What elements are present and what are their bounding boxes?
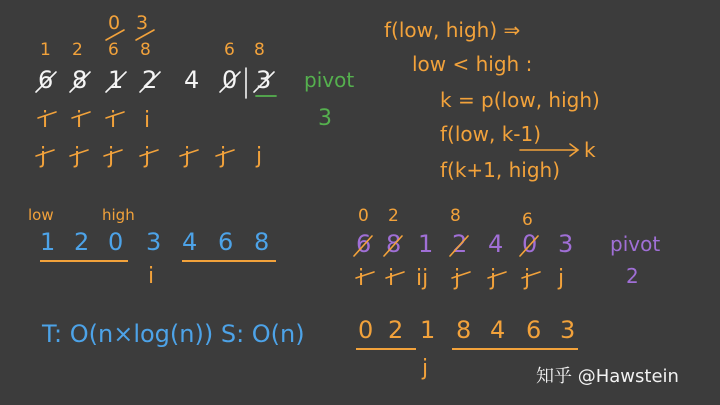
pseudocode-line: f(low, k-1) — [440, 122, 542, 146]
swap-label: 2 — [388, 206, 399, 226]
index-marker: j — [524, 266, 531, 291]
pseudocode-line: f(low, high) ⇒ — [384, 18, 521, 42]
swap-label: 2 — [72, 40, 83, 60]
array-cell: 6 — [38, 66, 54, 94]
i-marker: i — [144, 108, 151, 133]
index-marker: j — [454, 266, 461, 291]
array-cell: 0 — [522, 230, 538, 258]
result-cell: 0 — [358, 316, 374, 344]
left-part-cell: 1 — [40, 228, 56, 256]
j-marker: j — [422, 356, 429, 381]
pivot-label: pivot — [610, 232, 661, 256]
result-cell: 6 — [526, 316, 542, 344]
array-cell: 0 — [222, 66, 238, 94]
swap-label: 6 — [108, 40, 119, 60]
result-cell: 4 — [490, 316, 506, 344]
array-cell: 2 — [142, 66, 158, 94]
pseudocode-line: f(k+1, high) — [440, 158, 561, 182]
result-cell: 2 — [388, 316, 404, 344]
array-cell: 8 — [386, 230, 402, 258]
pivot-label: pivot — [304, 68, 355, 92]
index-marker: ij — [416, 266, 429, 291]
arrow-label: k — [584, 138, 596, 162]
right-part-cell: 4 — [182, 228, 198, 256]
j-marker: j — [256, 144, 263, 169]
swap-label: 6 — [522, 210, 533, 230]
j-marker: j — [144, 144, 151, 169]
i-marker: i — [110, 108, 117, 133]
swap-label: 8 — [140, 40, 151, 60]
j-marker: j — [108, 144, 115, 169]
array-cell: 6 — [356, 230, 372, 258]
result-cell: 1 — [420, 316, 436, 344]
swap-label: 8 — [254, 40, 265, 60]
swap-label: 0 — [358, 206, 369, 226]
high-label: high — [102, 206, 135, 224]
j-marker: j — [184, 144, 191, 169]
swap-label: 1 — [40, 40, 51, 60]
array-cell: 4 — [488, 230, 504, 258]
left-partition-underline — [356, 348, 416, 350]
right-partition-underline — [452, 348, 578, 350]
watermark: 知乎 @Hawstein — [536, 366, 679, 387]
left-partition-underline — [40, 260, 128, 262]
array-cell: 3 — [256, 66, 272, 94]
complexity-text: T: O(n×log(n)) S: O(n) — [42, 320, 305, 348]
i-marker: i — [148, 264, 155, 289]
left-part-cell: 0 — [108, 228, 124, 256]
array-cell: 3 — [558, 230, 574, 258]
index-marker: j — [490, 266, 497, 291]
i-marker: i — [76, 108, 83, 133]
right-part-cell: 6 — [218, 228, 234, 256]
index-marker: i — [388, 266, 395, 291]
swap-label: 0 — [108, 12, 121, 34]
j-marker: j — [74, 144, 81, 169]
j-marker: j — [220, 144, 227, 169]
array-cell: 4 — [184, 66, 200, 94]
right-part-cell: 8 — [254, 228, 270, 256]
swap-label: 6 — [224, 40, 235, 60]
array-cell: 2 — [452, 230, 468, 258]
low-label: low — [28, 206, 54, 224]
right-partition-underline — [182, 260, 276, 262]
left-part-cell: 2 — [74, 228, 90, 256]
index-marker: j — [558, 266, 565, 291]
swap-label: 8 — [450, 206, 461, 226]
pseudocode-line: k = p(low, high) — [440, 88, 600, 112]
pivot-cell: 3 — [146, 228, 162, 256]
i-marker: i — [42, 108, 49, 133]
result-cell: 8 — [456, 316, 472, 344]
array-cell: 1 — [108, 66, 124, 94]
j-marker: j — [40, 144, 47, 169]
index-marker: i — [358, 266, 365, 291]
result-cell: 3 — [560, 316, 576, 344]
array-cell: 8 — [72, 66, 88, 94]
pivot-value: 3 — [318, 106, 332, 131]
pivot-value: 2 — [626, 264, 639, 288]
pseudocode-line: low < high : — [412, 52, 533, 76]
array-cell: 1 — [418, 230, 434, 258]
swap-label: 3 — [136, 12, 149, 34]
